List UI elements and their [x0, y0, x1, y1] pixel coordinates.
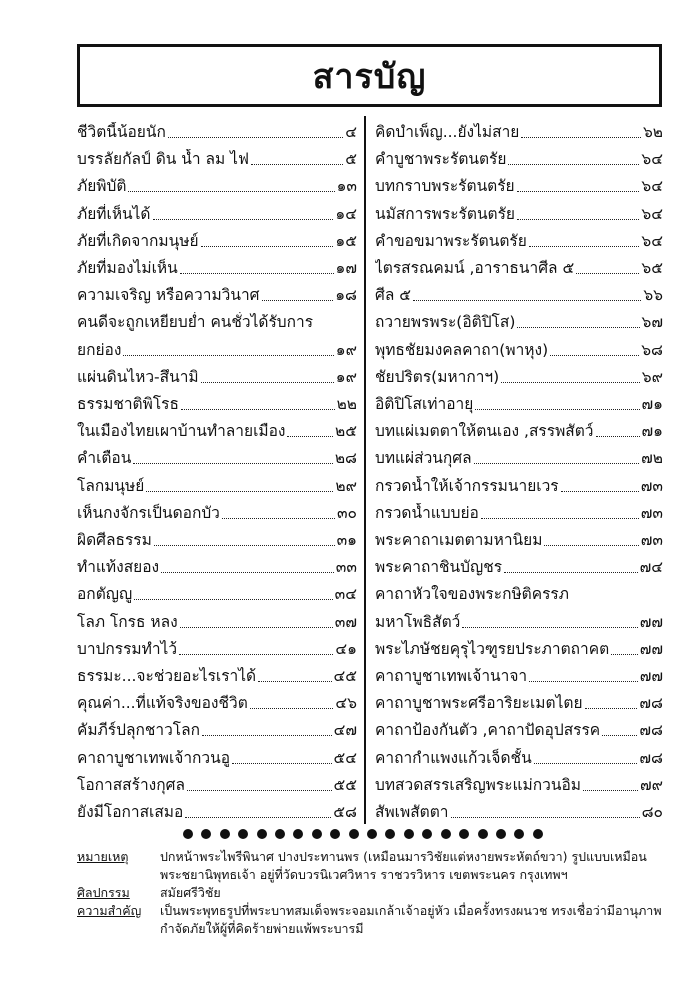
- note-art-style: [77, 884, 667, 902]
- toc-entry-title: บทแผ่ส่วนกุศล: [375, 449, 472, 468]
- toc-entry-page: ๖๒: [642, 123, 663, 141]
- leader-dots: [529, 245, 640, 247]
- leader-dots: [201, 245, 334, 247]
- toc-entry-title: ยังมีโอกาสเสมอ: [77, 803, 184, 821]
- leader-dots: [181, 408, 335, 410]
- leader-dots: [187, 789, 332, 791]
- toc-entry: [77, 198, 357, 224]
- toc-entry: [375, 170, 663, 196]
- toc-entry-title: คำเตือน: [77, 449, 132, 468]
- toc-entry-page: ๓๗: [334, 612, 357, 631]
- toc-entry: [375, 769, 663, 795]
- toc-entry: [77, 551, 357, 577]
- toc-entry-title: ภัยที่เกิดจากมนุษย์: [77, 231, 199, 250]
- decorative-dot: [459, 829, 469, 839]
- toc-entry: [77, 252, 357, 278]
- decorative-dot: [367, 829, 377, 839]
- toc-entry: [375, 497, 663, 523]
- toc-entry-title: บรรลัยกัลป์ ดิน น้ำ ลม ไฟ: [77, 150, 249, 169]
- toc-entry: [77, 714, 357, 740]
- leader-dots: [250, 707, 334, 709]
- leader-dots: [481, 517, 639, 519]
- toc-entry-page: ๒๕: [335, 422, 357, 441]
- note-label: หมายเหตุ: [77, 849, 129, 864]
- toc-entry: [77, 143, 357, 169]
- toc-entry-page: ๔๕: [333, 667, 357, 685]
- toc-entry: [77, 116, 357, 142]
- toc-entry: [375, 198, 663, 224]
- toc-entry-title: ผิดศีลธรรม: [77, 531, 152, 549]
- note-text: สมัยศรีวิชัย: [160, 885, 221, 900]
- toc-entry: [77, 606, 357, 632]
- decorative-dot: [404, 829, 414, 839]
- toc-entry-title: ภัยที่มองไม่เห็น: [77, 259, 178, 277]
- toc-entry: [375, 143, 663, 169]
- toc-entry-title: อิติปิโสเท่าอายุ: [375, 395, 474, 413]
- toc-entry: [375, 415, 663, 441]
- toc-entry-page: ๒๙: [335, 476, 357, 495]
- leader-dots: [501, 381, 640, 383]
- toc-entry: [375, 334, 663, 360]
- leader-dots: [413, 299, 641, 301]
- toc-entry: [77, 470, 357, 496]
- toc-entry: [77, 660, 357, 686]
- toc-entry-title: เห็นกงจักรเป็นดอกบัว: [77, 503, 220, 522]
- leader-dots: [521, 136, 641, 138]
- toc-entry: [375, 633, 663, 659]
- toc-entry-page: ๗๗: [639, 612, 663, 631]
- note-text: ปกหน้าพระไพรีพินาศ ปางประทานพร (เหมือนมารวิชัยแต่หงายพระหัตถ์ขวา) รูปแบบเหมือนพระชยานิพุทธเจ้า อยู่ที่วัดบวรนิเวศวิหาร ราชวรวิหาร เขตพระนคร กรุงเทพฯ: [160, 849, 647, 882]
- toc-entry-page: ๕: [345, 150, 357, 169]
- decorative-dot: [183, 829, 193, 839]
- toc-entry-page: ๕๕: [333, 775, 357, 794]
- toc-entry-page: ๗๘: [639, 694, 663, 713]
- toc-entry-page: ๖๖: [643, 286, 663, 305]
- leader-dots: [474, 462, 640, 464]
- toc-entry: [77, 388, 357, 414]
- toc-entry-page: ๔๗: [333, 721, 357, 740]
- toc-entry-page: ๘๐: [641, 803, 663, 821]
- toc-entry-page: ๖๕: [641, 259, 663, 277]
- toc-entry: [375, 388, 663, 414]
- leader-dots: [123, 354, 333, 356]
- leader-dots: [544, 544, 638, 546]
- toc-entry-title: คาถาบูชาเทพเจ้ากวนอู: [77, 748, 231, 767]
- toc-entry-title: ภัยพิบัติ: [77, 177, 127, 196]
- toc-entry-title: คาถาหัวใจของพระกษิติครรภ: [375, 585, 569, 604]
- decorative-dot: [349, 829, 359, 839]
- toc-entry: [375, 361, 663, 387]
- decorative-dot: [330, 829, 340, 839]
- toc-entry-title: คำบูชาพระรัตนตรัย: [375, 150, 507, 169]
- toc-entry-title: ศีล ๕: [375, 286, 411, 305]
- toc-entry-page: ๗๙: [639, 775, 663, 794]
- toc-entry: [375, 524, 663, 550]
- decorative-dot: [293, 829, 303, 839]
- toc-entry-page: ๓๑: [336, 531, 357, 549]
- leader-dots: [611, 653, 638, 655]
- toc-entry-title: พระคาถาเมตตามหานิยม: [375, 531, 543, 549]
- leader-dots: [517, 190, 640, 192]
- decorative-dot: [514, 829, 524, 839]
- toc-entry: [375, 796, 663, 822]
- toc-entry-title: โลกมนุษย์: [77, 476, 145, 495]
- leader-dots: [576, 272, 639, 274]
- toc-entry-page: ๖๔: [641, 150, 663, 169]
- decorative-dot: [478, 829, 488, 839]
- toc-entry-title: คิดบำเพ็ญ...ยังไม่สาย: [375, 123, 520, 141]
- toc-right-column: [375, 116, 663, 824]
- toc-entry-page: ๖๔: [641, 231, 663, 250]
- toc-entry-page: ๑๘: [335, 286, 357, 305]
- toc-entry-page: ๗๒: [641, 449, 663, 468]
- leader-dots: [462, 626, 637, 628]
- decorative-dot: [201, 829, 211, 839]
- table-of-contents: [77, 116, 663, 824]
- leader-dots: [561, 490, 639, 492]
- leader-dots: [168, 136, 343, 138]
- toc-entry-title: ทำแท้งสยอง: [77, 558, 160, 577]
- toc-entry-title: ธรรมะ...จะช่วยอะไรเราได้: [77, 667, 257, 685]
- leader-dots: [154, 544, 335, 546]
- note-significance: [77, 902, 667, 938]
- toc-entry: [77, 279, 357, 305]
- toc-entry-page: ๗๑: [641, 395, 663, 413]
- decorative-dot: [496, 829, 506, 839]
- toc-entry-title: คาถาป้องกันตัว ,คาถาปัดอุปสรรค: [375, 721, 601, 740]
- toc-entry: [77, 524, 357, 550]
- toc-entry: [77, 742, 357, 768]
- leader-dots: [287, 435, 333, 437]
- toc-entry-title: คุณค่า...ที่แท้จริงของชีวิต: [77, 694, 248, 713]
- toc-entry-title: อกตัญญู: [77, 585, 133, 604]
- leader-dots: [134, 598, 332, 600]
- toc-entry-page: ๗๓: [640, 503, 663, 522]
- toc-entry-page: ๗๓: [640, 531, 663, 549]
- toc-entry-title: ไตรสรณคมน์ ,อาราธนาศีล ๕: [375, 259, 575, 277]
- toc-entry: [375, 442, 663, 468]
- toc-entry-page: ๖๔: [641, 204, 663, 223]
- toc-entry: [375, 578, 663, 604]
- toc-entry-title: ความเจริญ หรือความวินาศ: [77, 286, 260, 305]
- toc-entry-page: ๖๙: [641, 367, 663, 386]
- toc-entry-page: ๓๓: [335, 558, 357, 577]
- decorative-dot: [275, 829, 285, 839]
- leader-dots: [258, 680, 331, 682]
- toc-entry-title: พระคาถาชินบัญชร: [375, 558, 503, 577]
- toc-entry-page: ๒๘: [334, 449, 357, 468]
- toc-entry-title: ชีวิตนี้น้อยนัก: [77, 123, 166, 141]
- decorative-dot: [238, 829, 248, 839]
- toc-entry: [375, 687, 663, 713]
- leader-dots: [185, 816, 331, 818]
- toc-entry-title: บทกราบพระรัตนตรัย: [375, 177, 515, 196]
- toc-entry: [375, 551, 663, 577]
- decorative-dot: [312, 829, 322, 839]
- toc-entry: [375, 606, 663, 632]
- toc-entry-page: ๕๘: [333, 803, 357, 821]
- leader-dots: [180, 626, 333, 628]
- toc-entry-title: พระไภษัชยคุรุไวฑูรยประภาตถาคต: [375, 639, 610, 658]
- toc-entry-title: มหาโพธิสัตว์: [375, 612, 461, 631]
- toc-entry: [375, 306, 663, 332]
- toc-entry-title: โลภ โกรธ หลง: [77, 612, 178, 631]
- toc-entry-title: คาถาบูชาเทพเจ้านาจา: [375, 667, 528, 685]
- toc-entry-page: ๗๓: [640, 476, 663, 495]
- toc-entry-title: ในเมืองไทยเผาบ้านทำลายเมือง: [77, 422, 286, 441]
- note-label: ศิลปกรรม: [77, 885, 130, 900]
- toc-entry-title: บาปกรรมทำไว้: [77, 639, 178, 658]
- decorative-dot: [533, 829, 543, 839]
- leader-dots: [550, 354, 639, 356]
- leader-dots: [451, 816, 640, 818]
- toc-entry-title: คำขอขมาพระรัตนตรัย: [375, 231, 527, 250]
- leader-dots: [133, 462, 332, 464]
- toc-entry: [77, 769, 357, 795]
- toc-entry-title: กรวดน้ำให้เจ้ากรรมนายเวร: [375, 476, 559, 495]
- decorative-dot-row: [183, 828, 543, 840]
- leader-dots: [146, 490, 333, 492]
- toc-entry-title: คาถากำแพงแก้วเจ็ดชั้น: [375, 748, 532, 767]
- toc-entry-page: ๑๗: [335, 259, 357, 277]
- leader-dots: [153, 218, 334, 220]
- toc-entry-page: ๒๒: [336, 395, 357, 413]
- decorative-dot: [257, 829, 267, 839]
- toc-entry-title: บทสวดสรรเสริญพระแม่กวนอิม: [375, 775, 581, 794]
- leader-dots: [161, 571, 334, 573]
- toc-entry-page: ๗๔: [639, 558, 663, 577]
- toc-entry: [77, 442, 357, 468]
- toc-entry-title: พุทธชัยมงคลคาถา(พาหุง): [375, 340, 549, 359]
- leader-dots: [180, 272, 334, 274]
- toc-entry-page: ๕๔: [333, 748, 357, 767]
- toc-entry-page: ๑๙: [335, 367, 357, 386]
- toc-left-column: [77, 116, 357, 824]
- toc-entry-page: ๗๗: [639, 639, 663, 658]
- toc-entry-page: ๓๐: [336, 503, 357, 522]
- toc-entry-title: แผ่นดินไหว-สึนามิ: [77, 367, 199, 386]
- leader-dots: [251, 163, 343, 165]
- leader-dots: [583, 789, 638, 791]
- leader-dots: [517, 218, 639, 220]
- toc-entry-page: ๗๑: [641, 422, 663, 441]
- toc-entry-title: ยกย่อง: [77, 340, 122, 359]
- toc-entry-page: ๗๘: [639, 721, 663, 740]
- leader-dots: [517, 326, 639, 328]
- toc-entry-page: ๔๖: [335, 694, 357, 713]
- toc-entry-page: ๑๙: [335, 340, 357, 359]
- leader-dots: [222, 517, 335, 519]
- leader-dots: [534, 762, 638, 764]
- leader-dots: [201, 381, 334, 383]
- decorative-dot: [441, 829, 451, 839]
- toc-entry: [375, 116, 663, 142]
- note-label: ความสำคัญ: [77, 903, 142, 918]
- toc-entry-title: นมัสการพระรัตนตรัย: [375, 204, 516, 223]
- leader-dots: [202, 734, 332, 736]
- toc-entry: [375, 470, 663, 496]
- toc-entry: [77, 361, 357, 387]
- toc-entry-page: ๖๔: [641, 177, 663, 196]
- toc-entry: [375, 225, 663, 251]
- toc-entry: [77, 225, 357, 251]
- page-title: สารบัญ: [312, 56, 427, 97]
- leader-dots: [262, 299, 334, 301]
- toc-entry: [375, 714, 663, 740]
- toc-entry-page: ๔: [345, 123, 357, 141]
- toc-entry-title: บทแผ่เมตตาให้ตนเอง ,สรรพสัตว์: [375, 422, 594, 441]
- toc-entry: [375, 279, 663, 305]
- toc-entry-title: คัมภีร์ปลุกชาวโลก: [77, 721, 200, 740]
- note-text: เป็นพระพุทธรูปที่พระบาทสมเด็จพระจอมเกล้าเจ้าอยู่หัว เมื่อครั้งทรงผนวช ทรงเชื่อว่ามีอานุภาพกำจัดภัยให้ผู้ที่คิดร้ายพ่ายแพ้พระบารมี: [160, 903, 662, 936]
- toc-entry-page: ๗๗: [639, 667, 663, 685]
- decorative-dot: [385, 829, 395, 839]
- leader-dots: [529, 680, 638, 682]
- leader-dots: [585, 707, 638, 709]
- leader-dots: [475, 408, 639, 410]
- toc-entry-title: ชัยปริตร(มหากาฯ): [375, 367, 500, 386]
- leader-dots: [179, 653, 333, 655]
- leader-dots: [602, 734, 637, 736]
- toc-entry-page: ๗๘: [639, 748, 663, 767]
- leader-dots: [128, 190, 334, 192]
- notes-section: [77, 848, 667, 938]
- toc-entry-title: คนดีจะถูกเหยียบย่ำ คนชั่วได้รับการ: [77, 313, 314, 332]
- leader-dots: [596, 435, 640, 437]
- toc-entry: [77, 633, 357, 659]
- toc-entry-page: ๑๕: [335, 231, 357, 250]
- toc-entry: [375, 742, 663, 768]
- toc-entry-page: ๔๑: [335, 639, 357, 658]
- column-divider: [364, 116, 366, 824]
- toc-entry: [77, 306, 357, 332]
- toc-entry-title: กรวดน้ำแบบย่อ: [375, 503, 479, 522]
- decorative-dot: [422, 829, 432, 839]
- toc-entry-title: ภัยที่เห็นได้: [77, 204, 151, 223]
- toc-entry-title: คาถาบูชาพระศรีอาริยะเมตไตย: [375, 694, 583, 713]
- leader-dots: [508, 163, 639, 165]
- toc-entry-page: ๖๘: [641, 340, 663, 359]
- decorative-dot: [220, 829, 230, 839]
- toc-entry: [77, 497, 357, 523]
- title-box: [77, 44, 662, 107]
- toc-entry: [77, 415, 357, 441]
- toc-entry-title: ธรรมชาติพิโรธ: [77, 395, 179, 413]
- leader-dots: [504, 571, 638, 573]
- toc-entry: [77, 796, 357, 822]
- toc-entry-title: สัพเพสัตตา: [375, 803, 449, 821]
- toc-entry: [77, 687, 357, 713]
- toc-entry: [77, 170, 357, 196]
- toc-entry: [375, 252, 663, 278]
- toc-entry-page: ๓๔: [334, 585, 357, 604]
- leader-dots: [232, 762, 331, 764]
- toc-entry-title: โอกาสสร้างกุศล: [77, 775, 185, 794]
- toc-entry-page: ๑๓: [336, 177, 357, 196]
- toc-entry-page: ๖๗: [641, 313, 663, 332]
- toc-entry: [77, 578, 357, 604]
- toc-entry-page: ๑๔: [335, 204, 357, 223]
- toc-entry-title: ถวายพรพระ(อิติปิโส): [375, 313, 516, 332]
- note-remark: [77, 848, 667, 884]
- toc-entry: [375, 660, 663, 686]
- toc-entry: [77, 334, 357, 360]
